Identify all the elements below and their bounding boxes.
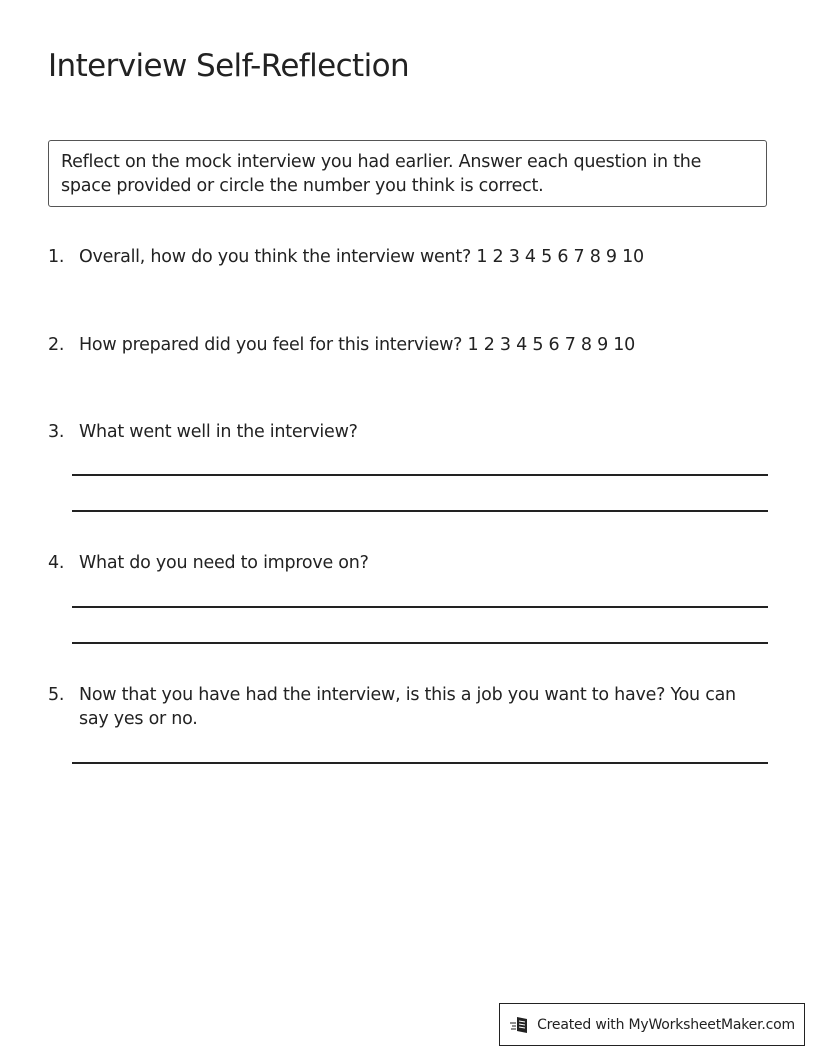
answer-line[interactable] (72, 474, 768, 476)
question-text: Overall, how do you think the interview went? 1 2 3 4 5 6 7 8 9 10 (79, 247, 644, 267)
question-2 (48, 333, 768, 357)
worksheet-logo-icon (509, 1015, 531, 1035)
question-text: How prepared did you feel for this interview? 1 2 3 4 5 6 7 8 9 10 (79, 335, 636, 355)
question-number: 3. (48, 422, 65, 442)
answer-line[interactable] (72, 642, 768, 644)
question-number: 2. (48, 335, 65, 355)
question-text: What went well in the interview? (79, 422, 358, 442)
question-1 (48, 245, 768, 269)
footer-label: Created with MyWorksheetMaker.com (537, 1016, 795, 1033)
question-text: Now that you have had the interview, is this a job you want to have? You can say yes or no. (79, 685, 736, 729)
answer-line[interactable] (72, 510, 768, 512)
question-5 (48, 683, 768, 731)
question-text: What do you need to improve on? (79, 553, 369, 573)
instructions-box: Reflect on the mock interview you had earlier. Answer each question in the space provided or circle the number you think is correct. (48, 140, 767, 207)
answer-line[interactable] (72, 762, 768, 764)
answer-line[interactable] (72, 606, 768, 608)
question-number: 4. (48, 553, 65, 573)
question-3 (48, 420, 768, 444)
question-4 (48, 551, 768, 575)
question-number: 1. (48, 247, 65, 267)
footer-credit[interactable] (499, 1003, 805, 1046)
page-title: Interview Self-Reflection (48, 48, 410, 84)
question-number: 5. (48, 685, 65, 705)
